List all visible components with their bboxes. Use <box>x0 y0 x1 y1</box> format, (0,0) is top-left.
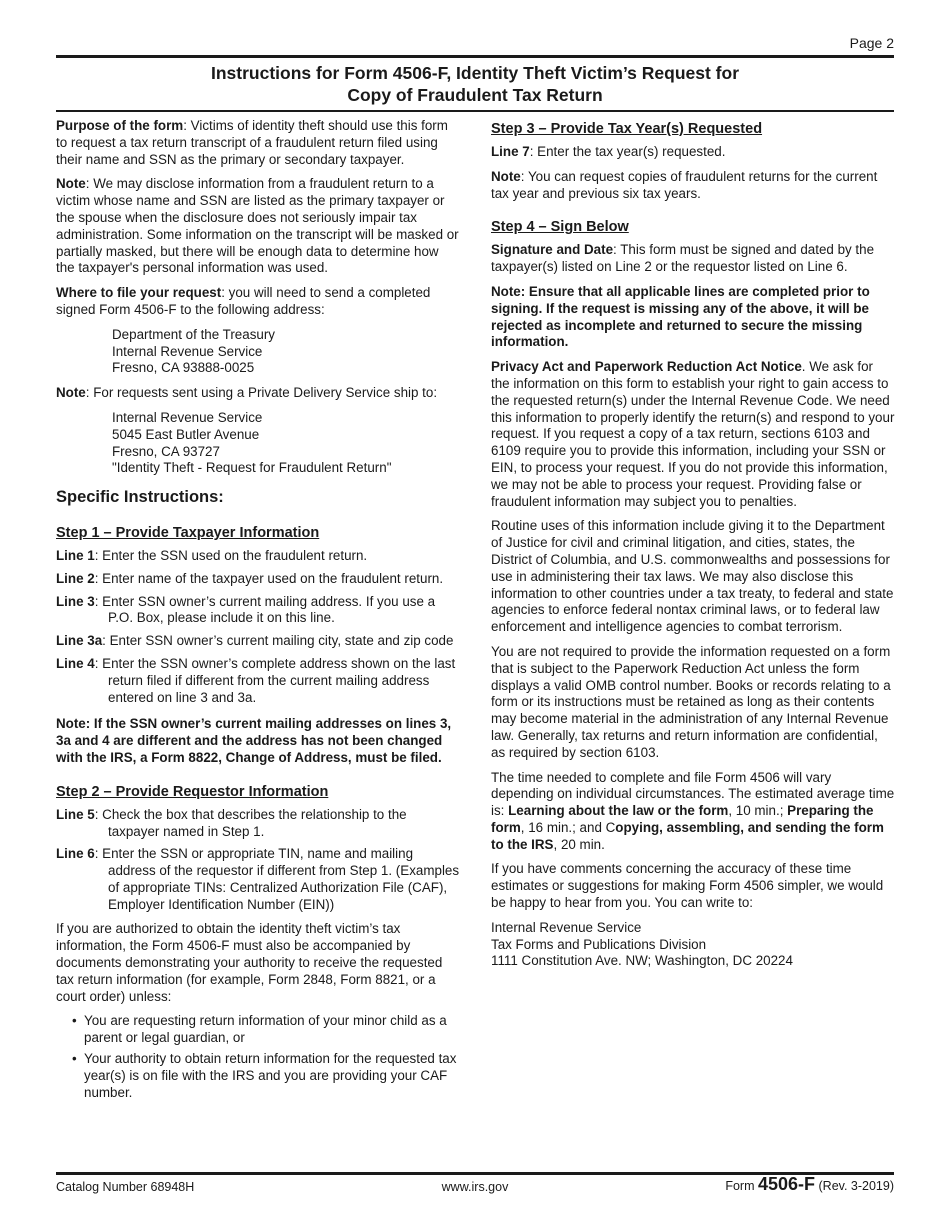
irs-address <box>491 920 895 970</box>
line-label: Line 6 <box>56 846 95 862</box>
time-bold: opying, assembling, and sending the form to the IRS <box>491 819 884 852</box>
privacy-text: . We ask for the information on this form to establish your right to gain access to the requested return(s) under the Internal Revenue Code. We need this information to properly identify the return(s) and respond to your request. If you request a copy of a tax return, sections 6103 and 6109 require you to provide this information, including your SSN or EIN, to process your request. If you do not provide this information, we may not be able to process your request. Providing false or fraudulent information may subject you to penalties. <box>491 359 895 509</box>
note-label: Note <box>56 176 86 192</box>
where-text: : you will need to send a completed signed Form 4506-F to the following address: <box>56 285 431 317</box>
completion-note: Note: Ensure that all applicable lines are completed prior to signing. If the request is missing any of the above, it will be rejected as incomplete and returned to secure the missing information. <box>491 283 870 350</box>
time-text: , 20 min. <box>553 836 605 852</box>
line-text: : Enter the SSN used on the fraudulent return. <box>94 547 368 563</box>
line-item <box>56 633 460 650</box>
page-number: Page 2 <box>849 35 894 51</box>
line-text: : Enter the SSN owner’s complete address shown on the last return filed if different from the current mailing address entered on line 3 and 3a. <box>94 655 456 705</box>
line-text: : Enter SSN owner’s current mailing city, state and zip code <box>102 633 454 649</box>
authorization-paragraph: If you are authorized to obtain the identity theft victim’s tax information, the Form 4506-F must also be accompanied by documents demonstrating your authority to receive the requested tax return information (for example, Form 2848, Form 8821, or a court order) unless: <box>56 921 443 1004</box>
time-bold: Learning about the law or the form <box>508 803 729 819</box>
address-line: Fresno, CA 93888-0025 <box>112 360 255 376</box>
page-title <box>56 62 894 106</box>
form-number: 4506-F <box>757 1174 816 1194</box>
website-link[interactable]: www.irs.gov <box>441 1180 509 1194</box>
title-line-2: Copy of Fraudulent Tax Return <box>347 85 603 105</box>
title-rule <box>56 110 894 112</box>
left-column <box>56 118 460 1105</box>
paperwork-paragraph: You are not required to provide the information requested on a form that is subject to the Paperwork Reduction Act unless the form displays a valid OMB control number. Books or records relating to a form or its instructions must be retained as long as their contents may become material in the administration of any Internal Revenue law. Generally, tax returns and return information are confidential, as required by section 6103. <box>491 643 891 760</box>
step4-heading: Step 4 – Sign Below <box>491 219 629 236</box>
routine-uses-paragraph: Routine uses of this information include giving it to the Department of Justice for civil and criminal litigation, and cities, states, the District of Columbia, and U.S. commonwealths and possessions for use in administering their tax laws. We may also disclose this information to other countries under a tax treaty, to federal and state agencies to enforce federal nontax criminal laws, or to federal law enforcement and intelligence agencies to combat terrorism. <box>491 518 894 635</box>
note-label: Note <box>491 168 521 184</box>
line-item <box>56 548 460 565</box>
line-label: Line 1 <box>56 547 95 563</box>
purpose-label: Purpose of the form <box>56 118 184 133</box>
address-line: Fresno, CA 93727 <box>112 443 220 459</box>
note-text: : We may disclose information from a fraudulent return to a victim whose name and SSN are listed as the primary taxpayer or the spouse when the disclosure does not seriously impair tax administration. Some information on the transcript will be masked or partially masked, but there will be enough data to determine how the taxpayer's personal information was used. <box>56 176 459 276</box>
line-item <box>56 846 460 913</box>
list-item: • You are requesting return information of your minor child as a parent or legal guardian, or <box>84 1013 460 1047</box>
title-line-1: Instructions for Form 4506-F, Identity Theft Victim’s Request for <box>211 63 739 83</box>
catalog-number: Catalog Number 68948H <box>56 1180 195 1194</box>
time-estimate-paragraph <box>491 770 895 854</box>
privacy-paragraph <box>491 359 895 510</box>
address-line: "Identity Theft - Request for Fraudulent Return" <box>112 460 392 476</box>
address-change-note: Note: If the SSN owner’s current mailing addresses on lines 3, 3a and 4 are different and the address has not been changed with the IRS, a Form 8822, Change of Address, must be filed. <box>56 716 452 765</box>
line-item <box>56 656 460 706</box>
address-line: Department of the Treasury <box>112 326 275 342</box>
time-text: The time needed to complete and file Form 4506 will vary depending on individual circumstances. The estimated average time is: <box>491 769 895 819</box>
treasury-address <box>112 327 460 377</box>
note-text: : You can request copies of fraudulent returns for the current tax year and previous six tax years. <box>491 168 878 201</box>
address-line: 5045 East Butler Avenue <box>112 426 260 442</box>
line-text: : Enter the tax year(s) requested. <box>529 144 726 159</box>
purpose-paragraph <box>56 118 460 168</box>
private-delivery-note <box>56 385 460 402</box>
address-line: Internal Revenue Service <box>112 409 263 425</box>
form-prefix: Form <box>725 1179 758 1193</box>
comments-paragraph: If you have comments concerning the accuracy of these time estimates or suggestions for making Form 4506 simpler, we would be happy to hear from you. You can write to: <box>491 861 884 911</box>
privacy-label: Privacy Act and Paperwork Reduction Act Notice <box>491 359 802 375</box>
time-bold: Preparing the form <box>491 803 874 835</box>
right-column <box>491 118 895 970</box>
line-label: Line 4 <box>56 655 95 671</box>
signature-text: : This form must be signed and dated by the taxpayer(s) listed on Line 2 or the requestor listed on Line 6. <box>491 242 875 275</box>
signature-label: Signature and Date <box>491 242 614 258</box>
authorization-exceptions <box>56 1013 460 1101</box>
list-item: • Your authority to obtain return information for the requested tax year(s) is on file with the IRS and you are providing your CAF number. <box>84 1051 460 1101</box>
address-line: Tax Forms and Publications Division <box>491 936 707 952</box>
line-label: Line 3 <box>56 593 95 609</box>
specific-instructions-heading: Specific Instructions: <box>56 488 224 507</box>
line-label: Line 7 <box>491 144 530 159</box>
where-label: Where to file your request <box>56 285 222 301</box>
line-text: : Enter the SSN or appropriate TIN, name and mailing address of the requestor if different from Step 1. (Examples of appropriate TINs: Centralized Authorization File (CAF), Employer Identification Number (EIN)) <box>94 846 460 912</box>
note-label: Note <box>56 385 86 401</box>
line-label: Line 5 <box>56 806 95 822</box>
delivery-address <box>112 410 460 477</box>
note-text: : For requests sent using a Private Delivery Service ship to: <box>85 385 438 401</box>
signature-paragraph <box>491 242 895 276</box>
line-text: : Enter name of the taxpayer used on the fraudulent return. <box>94 570 444 586</box>
line7-paragraph <box>491 144 895 161</box>
where-to-file <box>56 285 460 319</box>
tax-years-note <box>491 169 895 203</box>
address-line: Internal Revenue Service <box>112 343 263 359</box>
form-revision: (Rev. 3-2019) <box>815 1179 894 1193</box>
line-item <box>56 571 460 588</box>
time-text: , 16 min.; and C <box>520 819 616 835</box>
line-item <box>56 594 460 628</box>
line-text: : Enter SSN owner’s current mailing address. If you use a P.O. Box, please include it on this line. <box>94 593 436 626</box>
line-label: Line 3a <box>56 633 103 649</box>
line-item <box>56 807 460 841</box>
top-rule <box>56 55 894 58</box>
step3-heading: Step 3 – Provide Tax Year(s) Requested <box>491 121 763 137</box>
line-text: : Check the box that describes the relationship to the taxpayer named in Step 1. <box>94 806 407 839</box>
purpose-text: : Victims of identity theft should use this form to request a tax return transcript of a fraudulent return filed using their name and SSN as the primary or secondary taxpayer. <box>56 118 448 167</box>
address-line: Internal Revenue Service <box>491 919 642 935</box>
line-label: Line 2 <box>56 570 95 586</box>
form-id <box>725 1174 894 1195</box>
disclosure-note <box>56 176 460 277</box>
address-line: 1111 Constitution Ave. NW; Washington, DC 20224 <box>491 953 793 969</box>
step1-heading: Step 1 – Provide Taxpayer Information <box>56 524 320 541</box>
time-text: , 10 min.; <box>728 803 788 819</box>
step2-heading: Step 2 – Provide Requestor Information <box>56 783 329 800</box>
